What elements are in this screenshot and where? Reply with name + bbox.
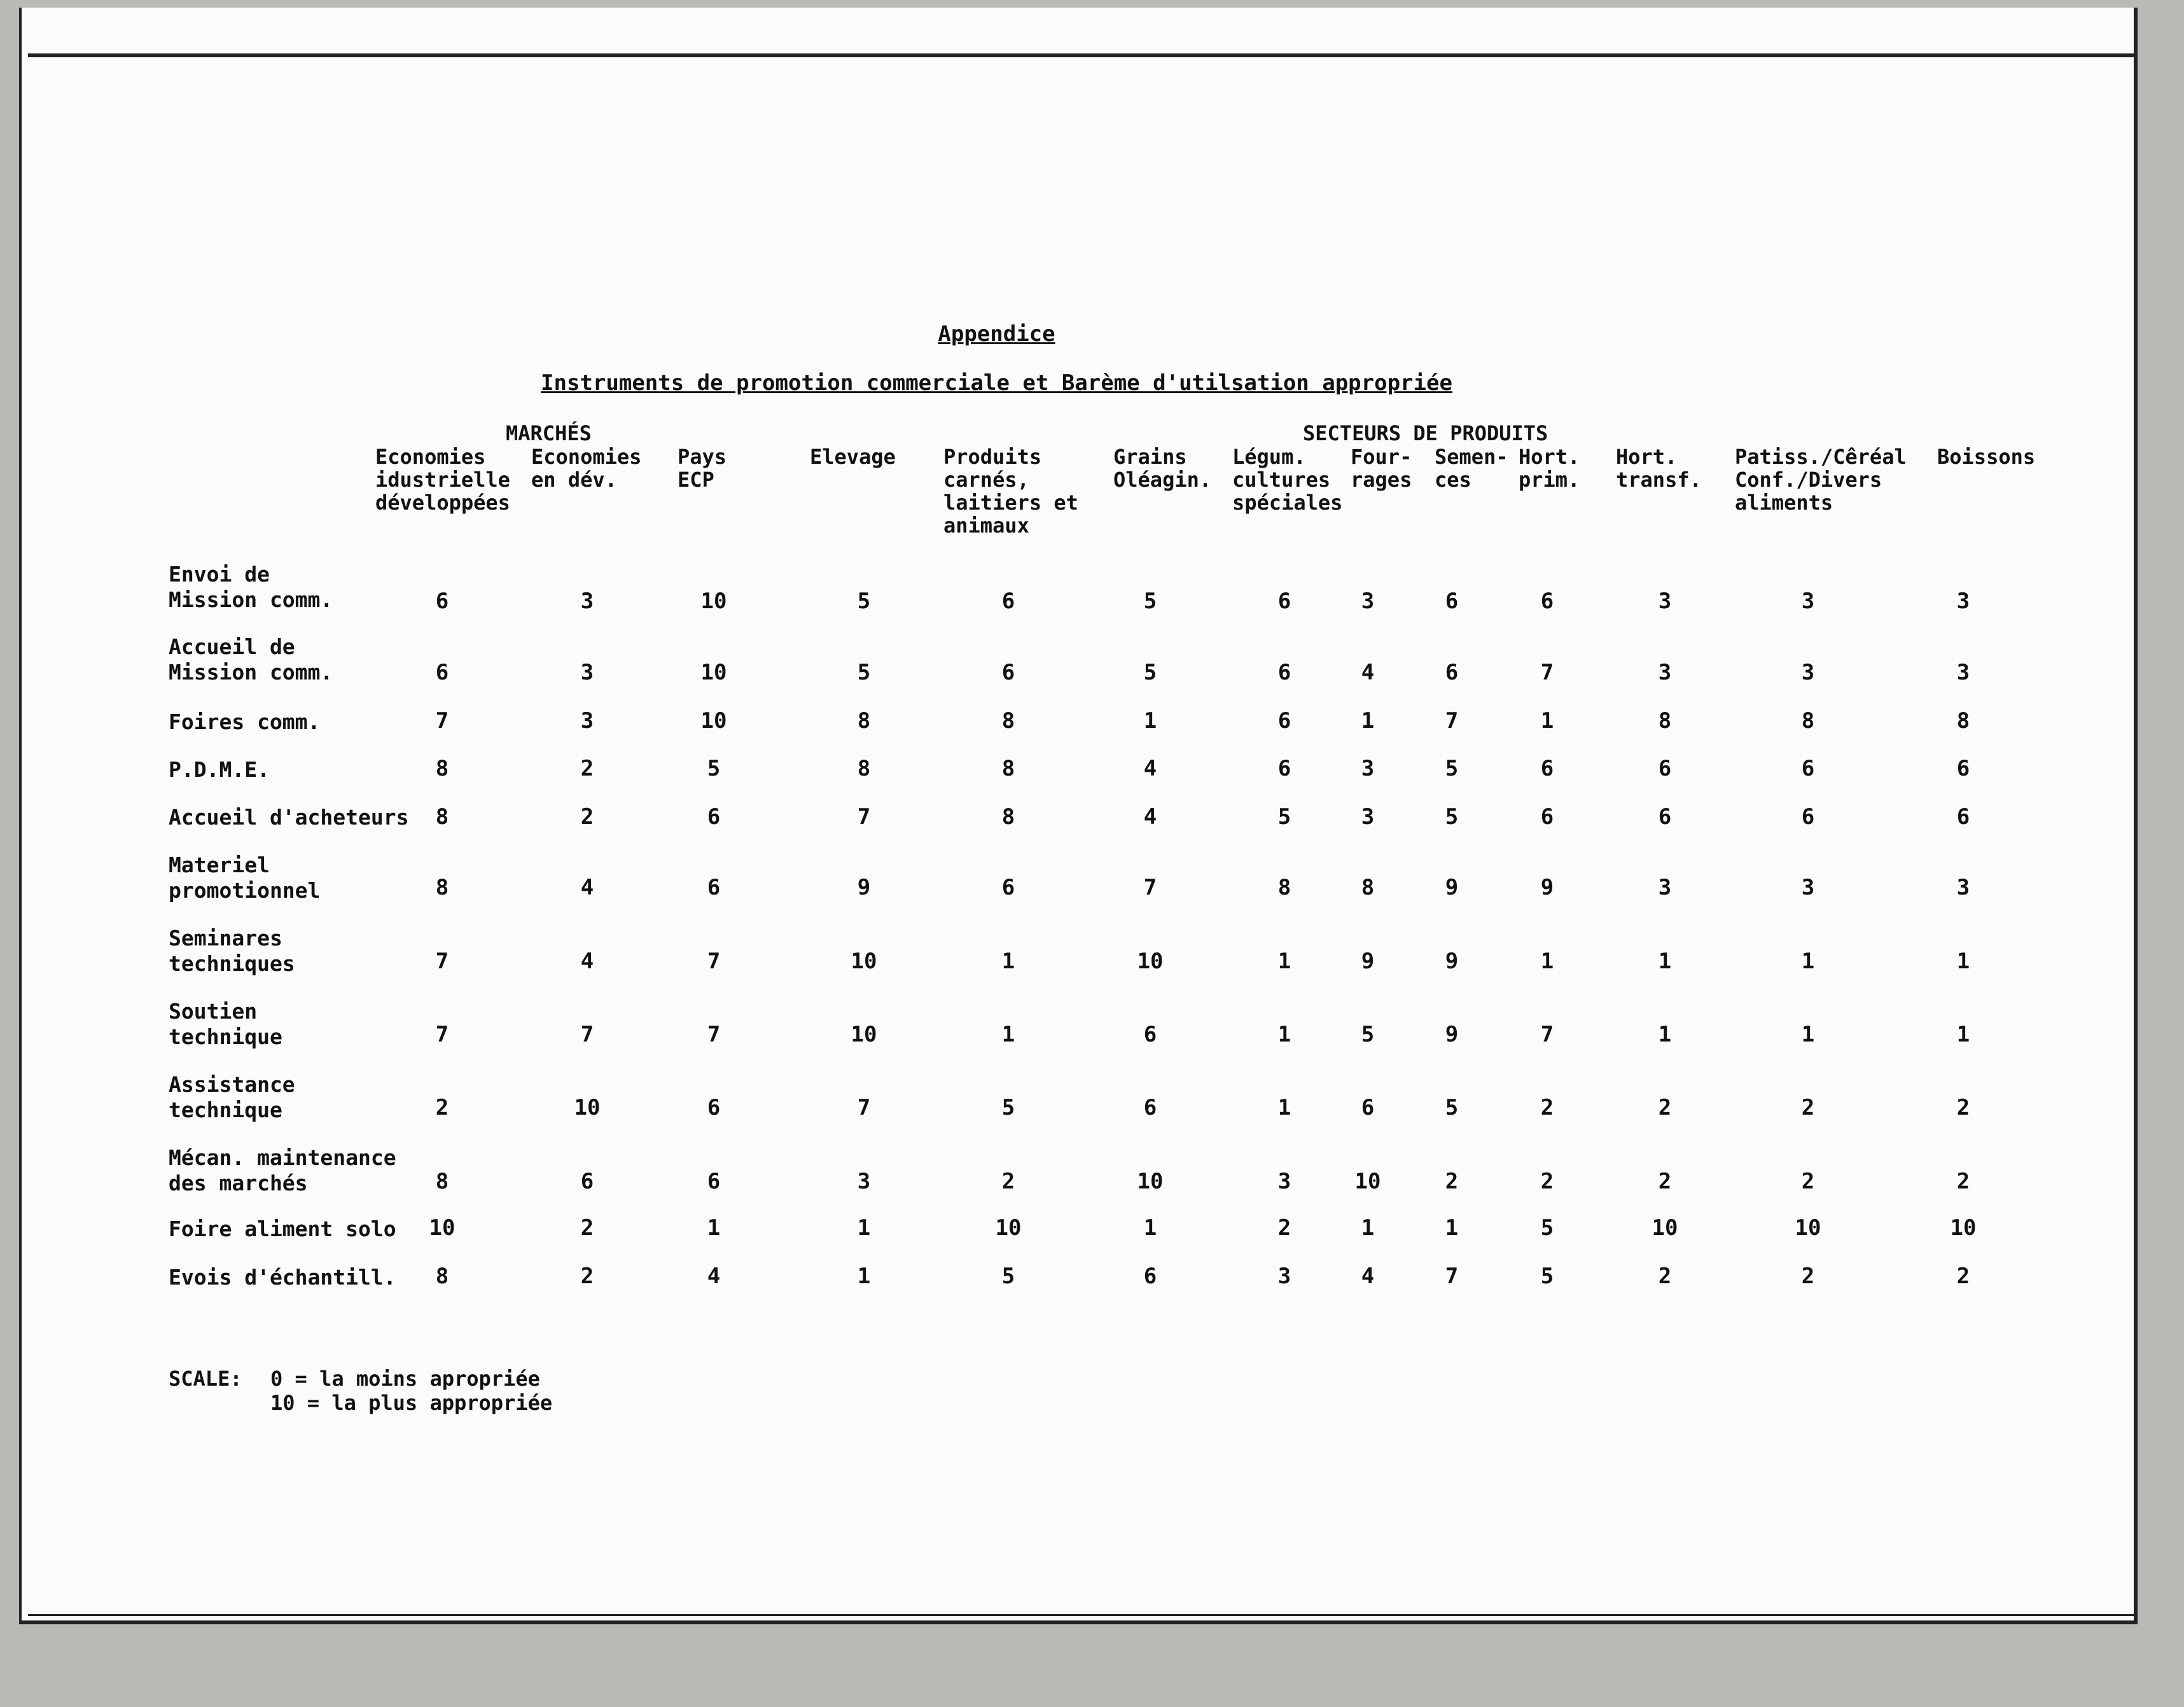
table-cell: 3 xyxy=(580,589,594,614)
table-cell: 6 xyxy=(1001,875,1015,900)
table-cell: 7 xyxy=(435,1022,449,1047)
table-cell: 2 xyxy=(1956,1169,1970,1194)
table-cell: 8 xyxy=(435,1169,449,1194)
table-cell: 10 xyxy=(574,1095,601,1120)
table-cell: 10 xyxy=(700,708,727,734)
table-cell: 8 xyxy=(1801,708,1815,734)
table-cell: 3 xyxy=(580,708,594,734)
table-cell: 6 xyxy=(1277,660,1291,685)
table-cell: 9 xyxy=(1540,875,1554,900)
table-cell: 3 xyxy=(1956,660,1970,685)
table-cell: 3 xyxy=(1361,756,1375,781)
column-header: Economies idustrielle développées xyxy=(375,445,510,515)
table-cell: 7 xyxy=(707,1022,721,1047)
table-cell: 10 xyxy=(700,660,727,685)
table-cell: 6 xyxy=(1361,1095,1375,1120)
table-cell: 8 xyxy=(1658,708,1672,734)
table-cell: 10 xyxy=(1137,949,1164,974)
scale-high: 10 = la plus appropriée xyxy=(270,1391,553,1415)
table-cell: 1 xyxy=(1001,1022,1015,1047)
table-cell: 6 xyxy=(1801,756,1815,781)
table-cell: 1 xyxy=(1956,949,1970,974)
column-header: Légum. cultures spéciales xyxy=(1232,445,1343,515)
table-cell: 8 xyxy=(435,875,449,900)
table-cell: 4 xyxy=(580,949,594,974)
table-cell: 9 xyxy=(1361,949,1375,974)
table-cell: 6 xyxy=(1445,589,1459,614)
table-cell: 6 xyxy=(1658,756,1672,781)
table-cell: 6 xyxy=(1277,708,1291,734)
table-cell: 6 xyxy=(1956,804,1970,830)
table-cell: 6 xyxy=(580,1169,594,1194)
table-cell: 6 xyxy=(1143,1264,1157,1289)
table-cell: 7 xyxy=(435,708,449,734)
table-cell: 2 xyxy=(1277,1215,1291,1241)
table-cell: 6 xyxy=(1445,660,1459,685)
row-label: P.D.M.E. xyxy=(169,757,270,782)
table-cell: 10 xyxy=(851,1022,877,1047)
table-cell: 8 xyxy=(857,756,871,781)
table-cell: 6 xyxy=(1956,756,1970,781)
table-cell: 2 xyxy=(580,1264,594,1289)
table-cell: 9 xyxy=(857,875,871,900)
table-cell: 7 xyxy=(1445,708,1459,734)
table-cell: 6 xyxy=(1540,589,1554,614)
row-label: Foire aliment solo xyxy=(169,1216,396,1241)
table-cell: 4 xyxy=(1143,756,1157,781)
table-cell: 8 xyxy=(435,804,449,830)
page-title: Appendice xyxy=(938,321,1055,347)
table-cell: 9 xyxy=(1445,875,1459,900)
table-cell: 6 xyxy=(1540,756,1554,781)
table-cell: 1 xyxy=(857,1264,871,1289)
table-cell: 5 xyxy=(1001,1095,1015,1120)
table-cell: 1 xyxy=(1658,949,1672,974)
column-header: Boissons xyxy=(1937,445,2036,469)
top-rule xyxy=(28,53,2134,57)
table-cell: 1 xyxy=(857,1215,871,1241)
table-cell: 5 xyxy=(1361,1022,1375,1047)
table-cell: 10 xyxy=(429,1215,456,1241)
table-cell: 6 xyxy=(1001,660,1015,685)
column-header: Four- rages xyxy=(1351,445,1412,492)
row-label: Foires comm. xyxy=(169,709,321,734)
table-cell: 6 xyxy=(1143,1095,1157,1120)
table-cell: 5 xyxy=(1001,1264,1015,1289)
column-header: Hort. transf. xyxy=(1616,445,1702,492)
table-cell: 1 xyxy=(1801,949,1815,974)
table-cell: 8 xyxy=(1277,875,1291,900)
table-cell: 2 xyxy=(1956,1264,1970,1289)
column-header: Produits carnés, laitiers et animaux xyxy=(943,445,1078,538)
table-cell: 6 xyxy=(707,1169,721,1194)
table-cell: 1 xyxy=(1540,949,1554,974)
table-cell: 6 xyxy=(435,589,449,614)
table-cell: 3 xyxy=(1361,804,1375,830)
table-cell: 6 xyxy=(707,804,721,830)
table-cell: 2 xyxy=(580,1215,594,1241)
table-cell: 5 xyxy=(1277,804,1291,830)
table-cell: 8 xyxy=(1001,804,1015,830)
column-header: Patiss./Cêréal Conf./Divers aliments xyxy=(1735,445,1907,515)
table-cell: 1 xyxy=(1143,1215,1157,1241)
table-cell: 1 xyxy=(1277,1022,1291,1047)
table-cell: 4 xyxy=(1361,1264,1375,1289)
table-cell: 1 xyxy=(1277,949,1291,974)
table-cell: 8 xyxy=(1361,875,1375,900)
table-cell: 8 xyxy=(1001,756,1015,781)
table-cell: 6 xyxy=(1658,804,1672,830)
table-cell: 2 xyxy=(435,1095,449,1120)
row-label: Mécan. maintenance des marchés xyxy=(169,1145,396,1195)
table-cell: 10 xyxy=(700,589,727,614)
table-cell: 8 xyxy=(435,1264,449,1289)
table-cell: 10 xyxy=(851,949,877,974)
table-cell: 2 xyxy=(580,804,594,830)
table-cell: 2 xyxy=(1801,1095,1815,1120)
table-cell: 8 xyxy=(1001,708,1015,734)
row-label: Evois d'échantill. xyxy=(169,1265,396,1290)
table-cell: 10 xyxy=(995,1215,1022,1241)
table-cell: 8 xyxy=(435,756,449,781)
table-cell: 1 xyxy=(1143,708,1157,734)
row-label: Assistance technique xyxy=(169,1072,295,1122)
table-cell: 4 xyxy=(1361,660,1375,685)
row-label: Accueil d'acheteurs xyxy=(169,805,409,830)
column-header: Hort. prim. xyxy=(1519,445,1580,492)
table-cell: 10 xyxy=(1795,1215,1821,1241)
table-cell: 5 xyxy=(1143,660,1157,685)
table-cell: 1 xyxy=(1801,1022,1815,1047)
table-cell: 7 xyxy=(1540,1022,1554,1047)
table-cell: 7 xyxy=(580,1022,594,1047)
table-cell: 7 xyxy=(707,949,721,974)
table-cell: 6 xyxy=(1277,756,1291,781)
row-label: Accueil de Mission comm. xyxy=(169,634,333,685)
table-cell: 5 xyxy=(707,756,721,781)
table-cell: 7 xyxy=(1540,660,1554,685)
table-cell: 10 xyxy=(1950,1215,1977,1241)
table-cell: 6 xyxy=(1143,1022,1157,1047)
table-cell: 1 xyxy=(1445,1215,1459,1241)
table-cell: 3 xyxy=(1277,1169,1291,1194)
table-cell: 5 xyxy=(857,589,871,614)
table-cell: 5 xyxy=(1143,589,1157,614)
table-cell: 3 xyxy=(580,660,594,685)
table-cell: 6 xyxy=(707,1095,721,1120)
table-cell: 3 xyxy=(1658,660,1672,685)
scale-label: SCALE: xyxy=(169,1367,242,1391)
table-cell: 6 xyxy=(435,660,449,685)
scale-legend xyxy=(169,1367,552,1415)
table-cell: 6 xyxy=(1001,589,1015,614)
table-cell: 5 xyxy=(1540,1215,1554,1241)
table-cell: 3 xyxy=(857,1169,871,1194)
table-cell: 7 xyxy=(435,949,449,974)
table-cell: 2 xyxy=(1445,1169,1459,1194)
table-cell: 10 xyxy=(1137,1169,1164,1194)
table-cell: 5 xyxy=(1445,1095,1459,1120)
column-header: Economies en dév. xyxy=(531,445,642,492)
table-cell: 5 xyxy=(1445,804,1459,830)
column-header: Semen- ces xyxy=(1435,445,1508,492)
bottom-rule xyxy=(28,1614,2134,1616)
table-cell: 2 xyxy=(1801,1169,1815,1194)
table-cell: 3 xyxy=(1658,589,1672,614)
table-cell: 4 xyxy=(1143,804,1157,830)
table-cell: 8 xyxy=(1956,708,1970,734)
column-header: Grains Oléagin. xyxy=(1113,445,1212,492)
table-cell: 4 xyxy=(707,1264,721,1289)
table-cell: 2 xyxy=(580,756,594,781)
table-cell: 5 xyxy=(1445,756,1459,781)
table-cell: 8 xyxy=(857,708,871,734)
table-cell: 9 xyxy=(1445,1022,1459,1047)
table-cell: 2 xyxy=(1001,1169,1015,1194)
table-cell: 6 xyxy=(1540,804,1554,830)
table-cell: 2 xyxy=(1801,1264,1815,1289)
group-header-markets: MARCHÉS xyxy=(506,421,592,445)
table-cell: 6 xyxy=(1277,589,1291,614)
table-cell: 5 xyxy=(857,660,871,685)
table-cell: 2 xyxy=(1956,1095,1970,1120)
table-cell: 10 xyxy=(1652,1215,1678,1241)
table-cell: 1 xyxy=(1956,1022,1970,1047)
row-label: Soutien technique xyxy=(169,999,282,1049)
table-cell: 1 xyxy=(1361,1215,1375,1241)
table-cell: 4 xyxy=(580,875,594,900)
table-cell: 3 xyxy=(1956,875,1970,900)
scale-low: 0 = la moins apropriée xyxy=(270,1367,540,1391)
page-subtitle: Instruments de promotion commerciale et Barème d'utilsation appropriée xyxy=(541,370,1452,396)
table-cell: 2 xyxy=(1658,1169,1672,1194)
table-cell: 3 xyxy=(1801,660,1815,685)
row-label: Seminares techniques xyxy=(169,926,295,976)
column-header: Pays ECP xyxy=(678,445,727,492)
table-cell: 1 xyxy=(1361,708,1375,734)
table-cell: 7 xyxy=(857,804,871,830)
table-cell: 2 xyxy=(1658,1264,1672,1289)
table-cell: 2 xyxy=(1540,1169,1554,1194)
table-cell: 1 xyxy=(1277,1095,1291,1120)
table-cell: 9 xyxy=(1445,949,1459,974)
row-label: Materiel promotionnel xyxy=(169,853,321,903)
table-cell: 2 xyxy=(1540,1095,1554,1120)
table-cell: 7 xyxy=(1143,875,1157,900)
table-cell: 3 xyxy=(1956,589,1970,614)
table-cell: 7 xyxy=(1445,1264,1459,1289)
table-cell: 1 xyxy=(1658,1022,1672,1047)
table-cell: 6 xyxy=(707,875,721,900)
row-label: Envoi de Mission comm. xyxy=(169,562,333,612)
group-header-sectors: SECTEURS DE PRODUITS xyxy=(1303,421,1548,445)
table-cell: 3 xyxy=(1361,589,1375,614)
table-cell: 3 xyxy=(1658,875,1672,900)
table-cell: 1 xyxy=(1540,708,1554,734)
table-cell: 10 xyxy=(1354,1169,1381,1194)
table-cell: 7 xyxy=(857,1095,871,1120)
table-cell: 1 xyxy=(1001,949,1015,974)
table-cell: 3 xyxy=(1801,589,1815,614)
table-cell: 3 xyxy=(1277,1264,1291,1289)
table-cell: 1 xyxy=(707,1215,721,1241)
column-header: Elevage xyxy=(810,445,896,469)
table-cell: 2 xyxy=(1658,1095,1672,1120)
table-cell: 5 xyxy=(1540,1264,1554,1289)
table-cell: 6 xyxy=(1801,804,1815,830)
table-cell: 3 xyxy=(1801,875,1815,900)
